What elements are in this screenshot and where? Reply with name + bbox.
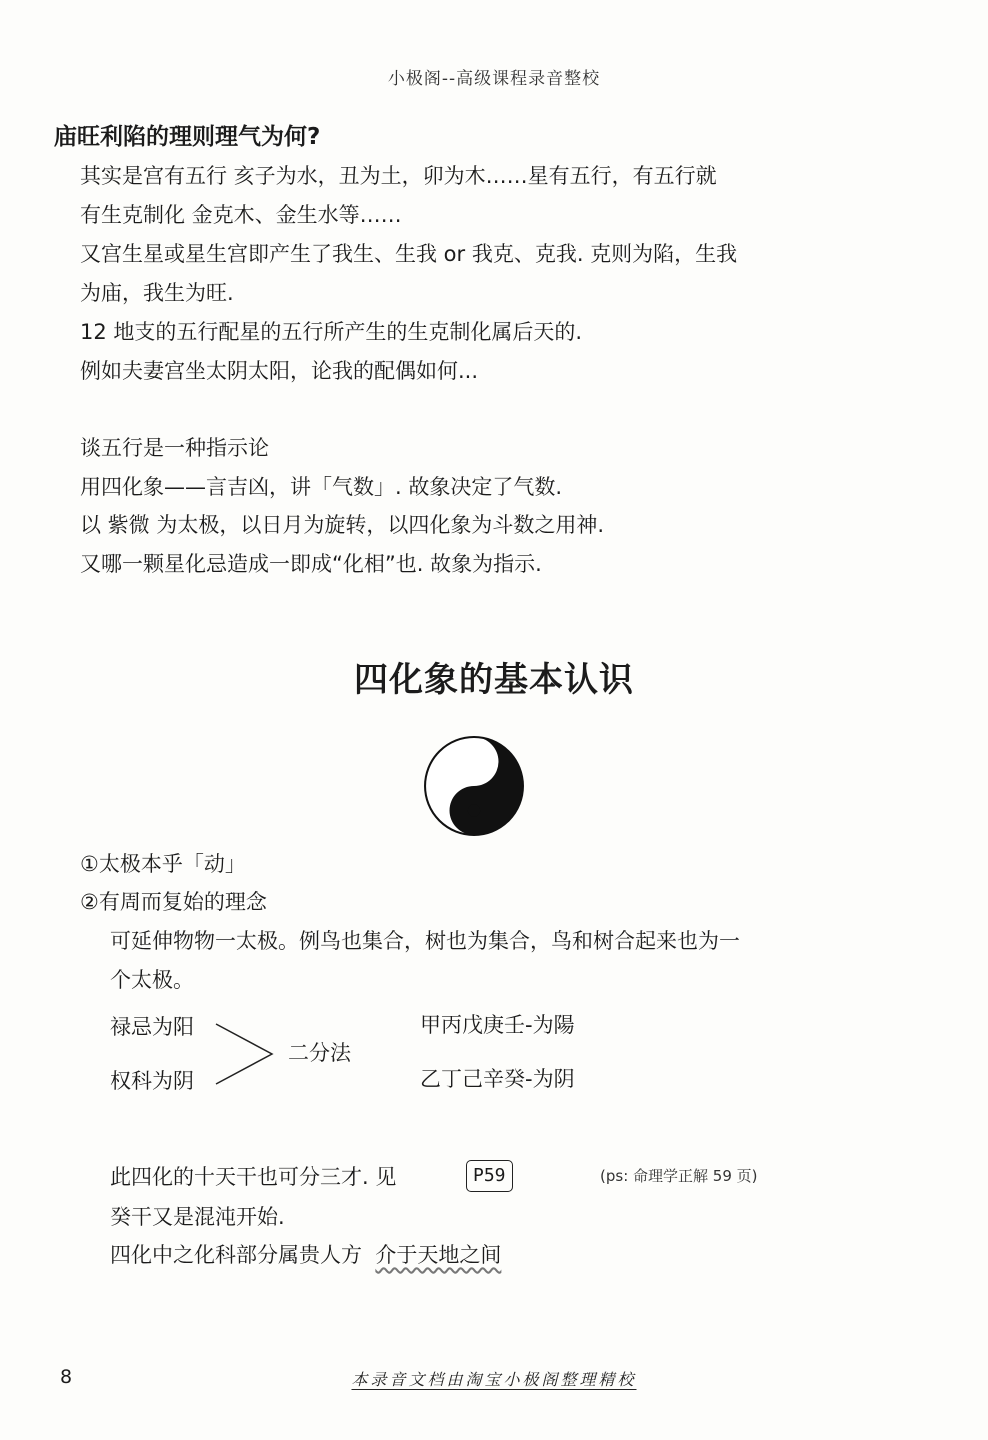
paragraph-line: 其实是宫有五行 亥子为水，丑为土，卯为木……星有五行，有五行就	[80, 164, 717, 188]
paragraph-line: 例如夫妻宫坐太阴太阳，论我的配偶如何...	[80, 359, 479, 383]
page-header: 小极阁--高级课程录音整校	[387, 69, 601, 89]
paragraph-line: 此四化的十天干也可分三才. 见	[110, 1165, 397, 1189]
line-text: 四化中之化科部分属贵人方	[110, 1243, 376, 1267]
wavy-underlined-text: 介于天地之间	[375, 1243, 502, 1267]
point-item: ①太极本乎「动」	[80, 852, 246, 876]
paragraph-line: 又哪一颗星化忌造成一即成“化相”也. 故象为指示.	[80, 552, 542, 576]
paragraph-line: 个太极。	[110, 968, 194, 992]
paragraph-line: 用四化象——言吉凶，讲「气数」. 故象决定了气数.	[80, 475, 563, 499]
diagram-label-yin: 权科为阴	[110, 1069, 194, 1093]
diagram-stems-yang: 甲丙戊庚壬-为陽	[420, 1013, 575, 1037]
yin-yang-icon	[423, 735, 525, 841]
page-footer	[0, 1367, 988, 1390]
diagram-label-yang: 禄忌为阳	[110, 1015, 194, 1039]
paragraph-line: 又宫生星或星生宫即产生了我生、生我 or 我克、克我. 克则为陷，生我	[80, 242, 738, 266]
ps-note: (ps: 命理学正解 59 页)	[600, 1167, 758, 1185]
section-title: 庙旺利陷的理则理气为何?	[54, 124, 321, 150]
footer-text: 本录音文档由淘宝小极阁整理精校	[351, 1370, 637, 1389]
paragraph-line: 为庙，我生为旺.	[80, 281, 234, 305]
page-number: 8	[60, 1366, 73, 1388]
bracket-lines	[214, 1018, 280, 1092]
paragraph-line: 癸干又是混沌开始.	[110, 1205, 285, 1229]
paragraph-line	[110, 1236, 501, 1275]
point-item: ②有周而复始的理念	[80, 890, 267, 914]
diagram-stems-yin: 乙丁己辛癸-为阴	[420, 1067, 575, 1091]
page-ref-box: P59	[466, 1160, 513, 1192]
paragraph-line: 有生克制化 金克木、金生水等……	[80, 203, 402, 227]
chapter-title: 四化象的基本认识	[354, 660, 634, 700]
paragraph-line: 12 地支的五行配星的五行所产生的生克制化属后天的.	[80, 320, 583, 344]
paragraph-line: 以 紫微 为太极，以日月为旋转，以四化象为斗数之用神.	[80, 513, 605, 537]
diagram-method: 二分法	[288, 1041, 351, 1065]
paragraph-line: 可延伸物物一太极。例鸟也集合，树也为集合，鸟和树合起来也为一	[110, 929, 740, 953]
paragraph-line: 谈五行是一种指示论	[80, 436, 269, 460]
